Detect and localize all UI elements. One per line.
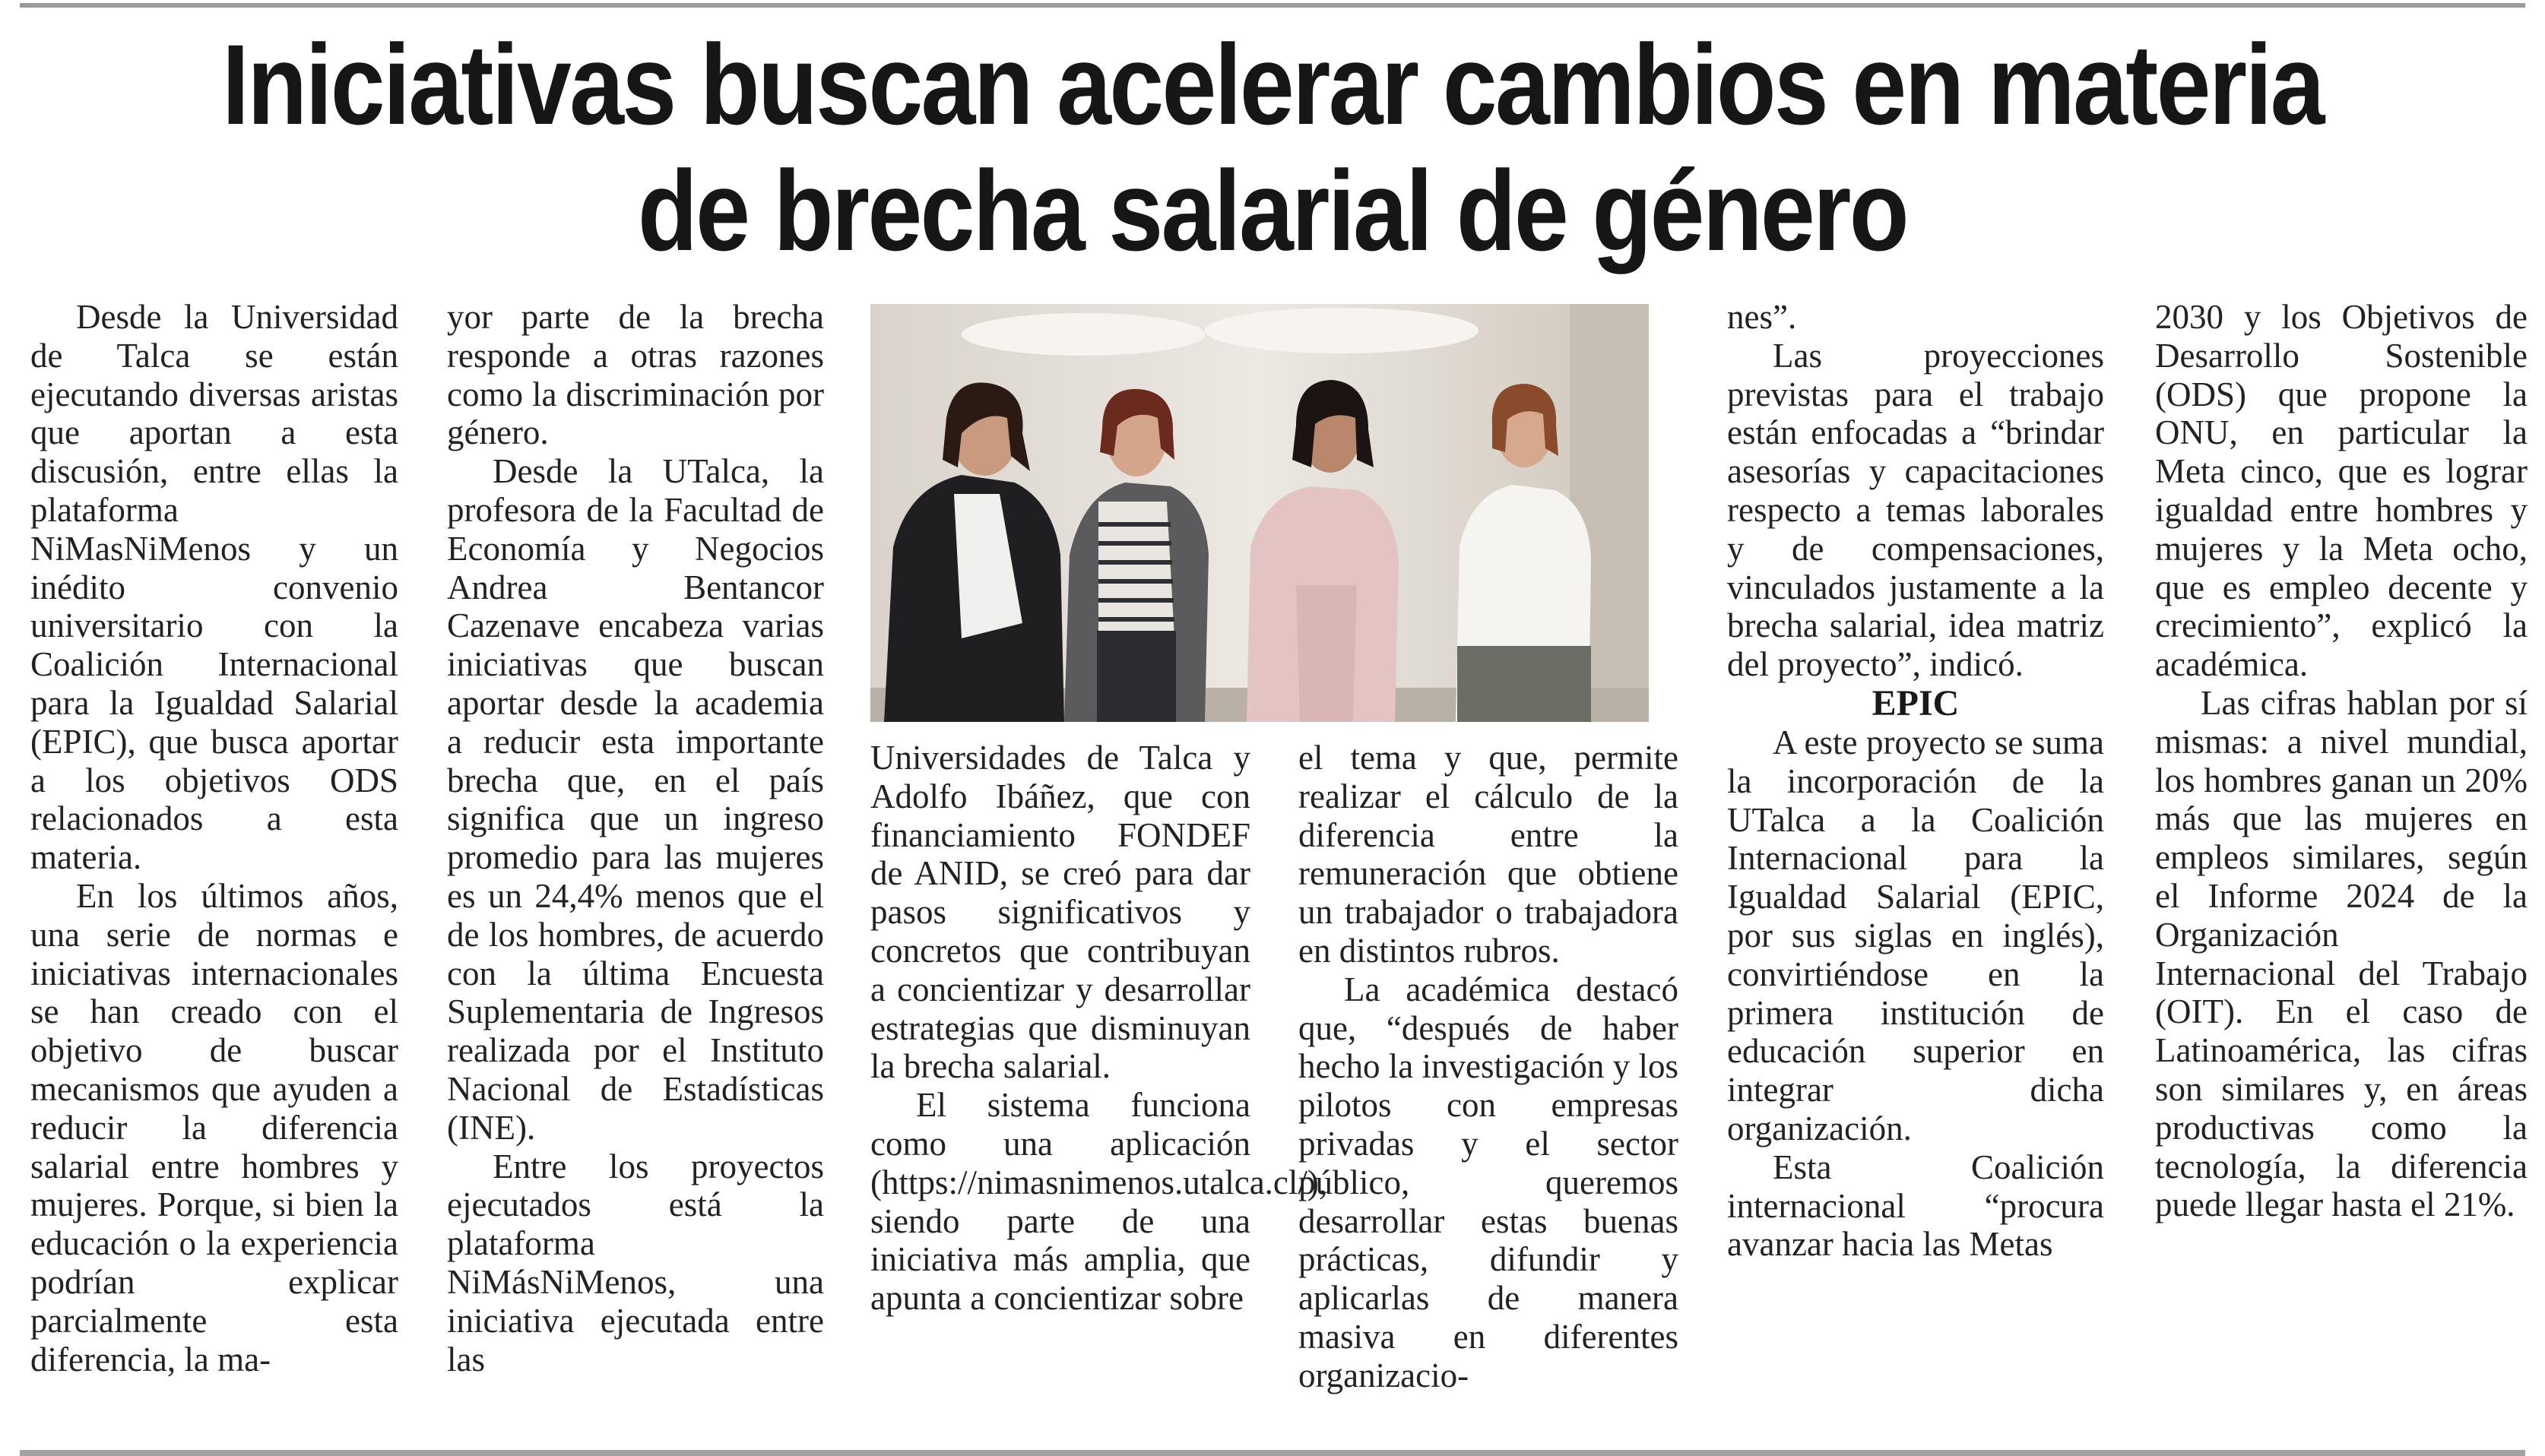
headline: Iniciativas buscan acelerar cambios en materia de brecha salarial de género <box>222 21 2323 274</box>
section-subhead: EPIC <box>1872 682 1960 723</box>
column-3 <box>870 739 1328 1438</box>
column-5 <box>1727 298 2104 1438</box>
col3-paragraph-1: Universidades de Talca y Adolfo Ibáñez, que con financiamiento FONDEF de ANID, se creó para dar pasos significativos y concretos que contribuyan a concientizar y desarrollar estrategias que disminuyan la brecha salarial. <box>870 739 1250 1086</box>
top-rule <box>20 3 2525 8</box>
col5-paragraph-3: A este proyecto se suma la incorporación de la UTalca a la Coalición Internacional para la Igualdad Salarial (EPIC, por sus siglas en inglés), convirtiéndose en la primera institución de educación superior en integrar dicha organización. <box>1727 723 2104 1147</box>
col3-paragraph-2: El sistema funciona como una aplicación (https://nimasnimenos.utalca.cl/), siendo parte de una iniciativa más amplia, que apunta a concientizar sobre <box>870 1086 1328 1318</box>
column-6 <box>2155 298 2528 1438</box>
col2-paragraph-3: Entre los proyectos ejecutados está la plataforma NiMásNiMenos, una iniciativa ejecutada entre las <box>447 1147 824 1378</box>
col4-paragraph-1: el tema y que, permite realizar el cálculo de la diferencia entre la remuneración que obtiene un trabajador o trabajadora en distintos rubros. <box>1298 739 1678 970</box>
col6-paragraph-1: 2030 y los Objetivos de Desarrollo Sostenible (ODS) que propone la ONU, en particular la Meta cinco, que es lograr igualdad entre hombres y mujeres y la Meta ocho, que es empleo decente y crecimiento”, explicó la académica. <box>2155 298 2528 684</box>
bottom-rule <box>20 1450 2525 1456</box>
column-2 <box>447 298 824 1438</box>
col1-paragraph-1: Desde la Universidad de Talca se están ejecutando diversas aristas que aportan a esta discusión, entre ellas la plataforma NiMasNiMenos y un inédito convenio universitario con la Coalición Internacional para la Igualdad Salarial (EPIC), que busca aportar a los objetivos ODS relacionados a esta materia. <box>30 298 398 877</box>
col6-paragraph-2: Las cifras hablan por sí mismas: a nivel mundial, los hombres ganan un 20% más que las mujeres en empleos similares, según el Informe 2024 de la Organización Internacional del Trabajo (OIT). En el caso de Latinoamérica, las cifras son similares y, en áreas productivas como la tecnología, la diferencia puede llegar hasta el 21%. <box>2155 683 2528 1224</box>
col1-paragraph-2: En los últimos años, una serie de normas e iniciativas internacionales se han creado con el objetivo de buscar mecanismos que ayuden a reducir la diferencia salarial entre hombres y mujeres. Porque, si bien la educación o la experiencia podrían explicar parcialmente esta diferencia, la ma- <box>30 876 398 1378</box>
column-4 <box>1298 739 1678 1438</box>
col4-paragraph-2: La académica destacó que, “después de haber hecho la investigación y los pilotos con empresas privadas y el sector público, queremos desarrollar estas buenas prácticas, difundir y aplicarlas de manera masiva en diferentes organizacio- <box>1298 970 1678 1394</box>
col5-paragraph-1: nes”. <box>1727 298 1797 336</box>
column-1 <box>30 298 398 1438</box>
col5-paragraph-4: Esta Coalición internacional “procura avanzar hacia las Metas <box>1727 1147 2104 1264</box>
article-photo <box>870 304 1649 722</box>
col2-paragraph-2: Desde la UTalca, la profesora de la Facultad de Economía y Negocios Andrea Bentancor Cazenave encabeza varias iniciativas que buscan aportar desde la academia a reducir esta importante brecha que, en el país significa que un ingreso promedio para las mujeres es un 24,4% menos que el de los hombres, de acuerdo con la última Encuesta Suplementaria de Ingresos realizada por el Instituto Nacional de Estadísticas (INE). <box>447 452 824 1147</box>
col2-paragraph-1: yor parte de la brecha responde a otras razones como la discriminación por género. <box>447 298 824 452</box>
col5-paragraph-2: Las proyecciones previstas para el trabajo están enfocadas a “brindar asesorías y capacitaciones respecto a temas laborales y de compensaciones, vinculados justamente a la brecha salarial, idea matriz del proyecto”, indicó. <box>1727 336 2104 684</box>
